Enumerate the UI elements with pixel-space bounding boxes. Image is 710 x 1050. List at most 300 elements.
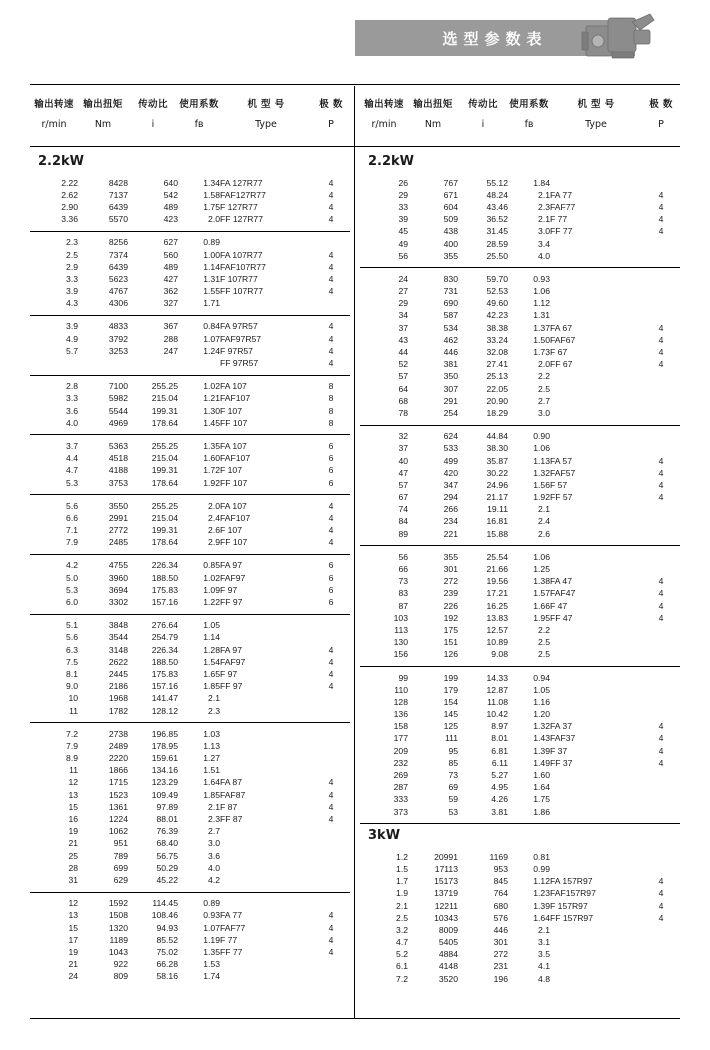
cell-output-speed: 4.4 (66, 453, 78, 464)
cell-output-speed: 373 (393, 806, 408, 817)
cell-service-factor: 2.0 (208, 500, 220, 511)
cell-service-factor: 4.1 (538, 961, 550, 972)
left-data-panel (30, 150, 350, 988)
table-row (360, 189, 680, 201)
cell-service-factor: 1.16 (533, 696, 550, 707)
cell-ratio: 28.59 (486, 238, 508, 249)
cell-model-type: FF 67 (550, 359, 573, 370)
cell-output-torque: 13719 (434, 888, 458, 899)
cell-poles: 4 (658, 733, 664, 744)
cell-poles (642, 310, 680, 322)
cell-ratio: 22.05 (486, 383, 508, 394)
cell-ratio: 3.81 (491, 806, 508, 817)
cell-ratio: 199.31 (151, 465, 178, 476)
cell-ratio: 845 (493, 876, 508, 887)
cell-output-torque (78, 357, 128, 369)
cell-ratio: 6.81 (491, 745, 508, 756)
cell-poles: 8 (328, 381, 334, 392)
cell-service-factor: 1.02 (203, 381, 220, 392)
cell-model-type: F 57 (550, 479, 568, 490)
cell-poles (642, 794, 680, 806)
cell-model-type: F 97 (220, 668, 238, 679)
cell-service-factor: 2.1 (538, 189, 550, 200)
cell-output-speed: 2.9 (66, 261, 78, 272)
cell-ratio: 175.83 (151, 668, 178, 679)
cell-output-torque: 1043 (108, 946, 128, 957)
cell-output-speed: 83 (398, 588, 408, 599)
table-row (360, 407, 680, 419)
cell-output-speed: 209 (393, 745, 408, 756)
table-row (30, 214, 350, 226)
gearbox-icon (578, 10, 658, 66)
cell-service-factor: 0.93 (203, 910, 220, 921)
cell-model-type: FA 97R57 (220, 321, 258, 332)
cell-poles (642, 637, 680, 649)
table-row (360, 563, 680, 575)
cell-output-speed: 7.9 (66, 537, 78, 548)
header-type-unit: Type (585, 119, 607, 130)
cell-output-torque: 699 (113, 862, 128, 873)
cell-output-speed: 4.3 (66, 298, 78, 309)
table-row (360, 395, 680, 407)
cell-poles: 4 (328, 177, 334, 188)
cell-model-type: FF 107R77 (220, 286, 263, 297)
cell-output-speed: 5.2 (396, 949, 408, 960)
cell-output-speed: 128 (393, 696, 408, 707)
cell-service-factor: 1.28 (203, 644, 220, 655)
cell-output-torque: 5623 (108, 273, 128, 284)
table-row (30, 705, 350, 717)
cell-poles (312, 959, 350, 971)
cell-output-torque: 10343 (434, 912, 458, 923)
cell-service-factor: 1.64 (533, 912, 550, 923)
cell-ratio: 141.47 (151, 693, 178, 704)
cell-output-torque: 1361 (108, 801, 128, 812)
cell-service-factor: 3.6 (208, 850, 220, 861)
cell-poles: 4 (658, 876, 664, 887)
cell-output-torque: 3302 (108, 597, 128, 608)
cell-output-torque: 3960 (108, 572, 128, 583)
cell-poles: 4 (658, 600, 664, 611)
table-row (30, 345, 350, 357)
cell-model-type (550, 310, 642, 322)
cell-service-factor: 2.2 (538, 624, 550, 635)
table-row (30, 959, 350, 971)
cell-poles: 4 (328, 201, 334, 212)
cell-poles (642, 806, 680, 818)
table-row (360, 612, 680, 624)
table-row (30, 465, 350, 477)
cell-output-speed: 2.62 (61, 189, 78, 200)
table-row (30, 789, 350, 801)
cell-output-speed: 5.6 (66, 500, 78, 511)
cell-service-factor: 1.39 (533, 900, 550, 911)
cell-poles (312, 826, 350, 838)
cell-service-factor: 2.5 (538, 649, 550, 660)
cell-ratio: 45.22 (156, 874, 178, 885)
cell-model-type: FF 107 (220, 477, 248, 488)
cell-ratio: 12.57 (486, 624, 508, 635)
cell-ratio: 4.95 (491, 782, 508, 793)
cell-model-type (550, 709, 642, 721)
header-service-factor: 使用系数 (179, 99, 219, 110)
cell-output-torque: 15173 (434, 876, 458, 887)
cell-output-speed: 130 (393, 637, 408, 648)
cell-poles: 4 (658, 745, 664, 756)
cell-service-factor: 2.2 (538, 371, 550, 382)
cell-poles: 6 (328, 560, 334, 571)
cell-poles: 6 (328, 584, 334, 595)
header-torque: 输出扭矩 (83, 99, 123, 110)
cell-model-type (220, 740, 312, 752)
cell-service-factor: 1.03 (203, 728, 220, 739)
table-row (360, 672, 680, 684)
table-row (360, 226, 680, 238)
header-service-factor: 使用系数 (509, 99, 549, 110)
cell-poles (642, 863, 680, 875)
cell-model-type (220, 693, 312, 705)
cell-ratio: 20.90 (486, 395, 508, 406)
cell-model-type (220, 765, 312, 777)
cell-poles: 8 (328, 393, 334, 404)
table-row (360, 949, 680, 961)
cell-output-speed: 4.7 (396, 937, 408, 948)
spec-table (30, 440, 350, 489)
cell-service-factor: 2.0 (208, 214, 220, 225)
cell-output-torque: 199 (443, 672, 458, 683)
table-row (360, 359, 680, 371)
cell-ratio: 42.23 (486, 310, 508, 321)
cell-model-type: FA 157R97 (550, 876, 593, 887)
cell-model-type: FAF37 (550, 733, 576, 744)
cell-output-speed: 3.6 (66, 405, 78, 416)
cell-output-torque: 69 (448, 782, 458, 793)
header-type-unit: Type (255, 119, 277, 130)
cell-output-torque: 2991 (108, 512, 128, 523)
cell-output-torque: 1320 (108, 922, 128, 933)
cell-poles: 4 (658, 479, 664, 490)
cell-output-torque: 5982 (108, 393, 128, 404)
cell-service-factor: 1.71 (203, 298, 220, 309)
cell-service-factor: 2.3 (538, 201, 550, 212)
cell-output-torque: 3253 (108, 345, 128, 356)
cell-poles (642, 672, 680, 684)
cell-model-type: FA 127R77 (220, 177, 263, 188)
cell-output-speed: 7.1 (66, 525, 78, 536)
cell-service-factor: 1.13 (533, 455, 550, 466)
cell-output-speed: 13 (68, 789, 78, 800)
cell-service-factor: 0.93 (533, 273, 550, 284)
cell-output-speed: 333 (393, 794, 408, 805)
cell-output-torque: 3848 (108, 620, 128, 631)
cell-model-type: FF 127R77 (220, 214, 263, 225)
cell-service-factor: 1.31 (533, 310, 550, 321)
table-row (30, 826, 350, 838)
cell-output-torque: 12211 (434, 900, 458, 911)
header-ratio: 传动比 (138, 99, 168, 110)
cell-service-factor: 1.35 (203, 440, 220, 451)
spec-table (30, 728, 350, 886)
cell-ratio: 134.16 (151, 765, 178, 776)
cell-poles: 6 (328, 477, 334, 488)
cell-poles: 4 (658, 201, 664, 212)
cell-service-factor: 1.27 (203, 753, 220, 764)
header-service-factor-unit: fʙ (194, 119, 204, 130)
cell-poles (642, 769, 680, 781)
cell-output-speed: 45 (398, 226, 408, 237)
cell-poles: 4 (328, 777, 334, 788)
cell-model-type (220, 728, 312, 740)
cell-model-type (550, 250, 642, 262)
table-row (30, 777, 350, 789)
cell-service-factor: 1.55 (203, 286, 220, 297)
cell-output-speed: 11 (69, 705, 78, 716)
cell-output-speed: 56 (398, 551, 408, 562)
cell-poles: 4 (658, 347, 664, 358)
cell-poles: 4 (658, 322, 664, 333)
cell-output-speed: 103 (393, 612, 408, 623)
header-rpm: 输出转速 (34, 99, 74, 110)
cell-output-speed: 24 (68, 971, 78, 982)
cell-service-factor: 3.0 (538, 407, 550, 418)
cell-model-type: FAF127R77 (220, 189, 266, 200)
cell-model-type (550, 504, 642, 516)
cell-ratio: 255.25 (151, 440, 178, 451)
table-row (30, 934, 350, 946)
cell-output-speed: 3.7 (66, 440, 78, 451)
header-rpm-unit: r/min (371, 119, 397, 130)
footer-rule (30, 1018, 680, 1019)
cell-output-speed: 99 (398, 672, 408, 683)
cell-output-torque: 1189 (109, 934, 128, 945)
table-row (30, 584, 350, 596)
cell-poles (642, 504, 680, 516)
cell-model-type (550, 551, 642, 563)
table-row (360, 516, 680, 528)
cell-model-type: FAF107 (220, 512, 251, 523)
cell-poles: 4 (658, 888, 664, 899)
cell-output-torque: 73 (448, 770, 458, 781)
cell-model-type: FA 67 (550, 322, 572, 333)
table-row (360, 273, 680, 285)
cell-output-torque: 125 (443, 721, 458, 732)
cell-ratio: 108.46 (151, 910, 178, 921)
cell-ratio: 38.38 (486, 322, 508, 333)
table-row (30, 537, 350, 549)
cell-poles (312, 898, 350, 910)
data-block (360, 268, 680, 425)
cell-output-torque: 234 (443, 516, 458, 527)
cell-output-speed: 7.9 (66, 740, 78, 751)
table-row (30, 261, 350, 273)
table-row (360, 794, 680, 806)
cell-ratio: 33.24 (486, 334, 508, 345)
cell-model-type: FA 107 (220, 440, 247, 451)
cell-service-factor: 1.05 (203, 620, 220, 631)
cell-ratio: 327 (163, 298, 178, 309)
cell-ratio: 123.29 (151, 777, 178, 788)
cell-poles (642, 949, 680, 961)
cell-service-factor: 1.86 (533, 806, 550, 817)
table-row (360, 733, 680, 745)
cell-output-torque: 59 (448, 794, 458, 805)
cell-poles (642, 383, 680, 395)
cell-ratio: 231 (493, 961, 508, 972)
cell-model-type: FA 57 (550, 455, 572, 466)
data-block (30, 555, 350, 615)
cell-service-factor: 2.6 (208, 525, 220, 536)
cell-model-type (550, 238, 642, 250)
cell-output-torque: 111 (444, 733, 458, 744)
cell-model-type (550, 696, 642, 708)
cell-service-factor: 0.90 (533, 431, 550, 442)
cell-output-speed: 19 (68, 946, 78, 957)
cell-output-torque: 420 (443, 467, 458, 478)
cell-service-factor: 3.1 (538, 937, 550, 948)
cell-poles: 4 (328, 681, 334, 692)
cell-ratio: 157.16 (151, 597, 178, 608)
cell-poles (642, 563, 680, 575)
cell-poles: 4 (658, 721, 664, 732)
table-row (360, 201, 680, 213)
cell-service-factor: 1.51 (203, 765, 220, 776)
cell-poles: 4 (328, 644, 334, 655)
cell-model-type: FA 107R77 (220, 249, 263, 260)
cell-output-speed: 57 (398, 479, 408, 490)
cell-output-torque: 301 (443, 564, 458, 575)
power-rating-label: 2.2kW (38, 154, 85, 169)
cell-model-type: FF 57 (550, 492, 573, 503)
cell-poles (312, 237, 350, 249)
cell-poles (642, 273, 680, 285)
cell-model-type: FA 77 (220, 910, 242, 921)
cell-output-torque: 4767 (108, 286, 128, 297)
cell-ratio: 301 (493, 937, 508, 948)
cell-output-speed: 26 (398, 177, 408, 188)
cell-ratio: 196 (493, 973, 508, 984)
cell-output-torque: 7100 (108, 381, 128, 392)
cell-service-factor: 1.06 (533, 286, 550, 297)
cell-output-torque: 2220 (108, 753, 128, 764)
cell-output-speed: 12 (68, 777, 78, 788)
cell-output-speed: 21 (68, 959, 78, 970)
cell-output-torque: 221 (443, 528, 458, 539)
cell-ratio: 21.66 (486, 564, 508, 575)
cell-poles (312, 693, 350, 705)
cell-poles: 4 (328, 261, 334, 272)
cell-output-speed: 52 (398, 359, 408, 370)
cell-output-speed: 5.7 (66, 345, 78, 356)
cell-output-speed: 6.1 (396, 961, 408, 972)
cell-poles (642, 782, 680, 794)
cell-output-speed: 5.6 (66, 632, 78, 643)
cell-service-factor: 1.73 (533, 347, 550, 358)
table-row (30, 596, 350, 608)
cell-output-speed: 13 (68, 910, 78, 921)
table-row (360, 624, 680, 636)
cell-ratio: 68.40 (156, 838, 178, 849)
cell-poles (642, 924, 680, 936)
cell-service-factor: 1.85 (203, 789, 220, 800)
cell-model-type: FF 77 (550, 226, 573, 237)
table-row (30, 237, 350, 249)
cell-output-speed: 15 (68, 801, 78, 812)
cell-poles (642, 851, 680, 863)
table-row (30, 765, 350, 777)
table-row (30, 298, 350, 310)
cell-ratio: 215.04 (151, 393, 178, 404)
table-row (30, 753, 350, 765)
cell-model-type: FF 107 (220, 417, 248, 428)
cell-model-type (550, 937, 642, 949)
cell-model-type (550, 924, 642, 936)
cell-model-type (550, 431, 642, 443)
cell-output-speed: 5.3 (66, 584, 78, 595)
cell-output-torque: 5363 (108, 440, 128, 451)
cell-output-torque: 5570 (108, 214, 128, 225)
cell-service-factor: 2.6 (538, 528, 550, 539)
cell-service-factor: 3.0 (538, 226, 550, 237)
cell-ratio: 50.29 (156, 862, 178, 873)
cell-output-torque: 3550 (108, 500, 128, 511)
table-row (30, 801, 350, 813)
cell-ratio: 76.39 (156, 826, 178, 837)
cell-output-torque: 307 (443, 383, 458, 394)
cell-output-speed: 34 (398, 310, 408, 321)
cell-service-factor: 1.74 (203, 971, 220, 982)
cell-service-factor: 1.05 (533, 684, 550, 695)
cell-model-type: FF 97 (220, 681, 243, 692)
table-row (360, 600, 680, 612)
cell-service-factor: 1.92 (533, 492, 550, 503)
cell-model-type: FAF107 (220, 453, 251, 464)
cell-output-torque: 2772 (108, 525, 128, 536)
cell-output-torque: 2445 (108, 668, 128, 679)
cell-output-torque: 8256 (108, 237, 128, 248)
cell-output-speed: 5.1 (66, 620, 78, 631)
cell-service-factor: 1.24 (203, 345, 220, 356)
table-row (360, 238, 680, 250)
table-row (360, 924, 680, 936)
cell-service-factor: 1.31 (203, 273, 220, 284)
data-block (30, 893, 350, 988)
table-row (360, 214, 680, 226)
cell-ratio: 13.83 (486, 612, 508, 623)
cell-output-torque: 266 (443, 504, 458, 515)
data-block (30, 435, 350, 495)
cell-poles: 4 (328, 512, 334, 523)
cell-output-speed: 3.9 (66, 286, 78, 297)
table-row (360, 177, 680, 189)
table-row (360, 431, 680, 443)
cell-poles (312, 850, 350, 862)
cell-model-type (220, 850, 312, 862)
cell-output-torque: 145 (443, 709, 458, 720)
cell-poles (642, 250, 680, 262)
cell-model-type: FAF57 (550, 467, 576, 478)
cell-poles: 4 (658, 492, 664, 503)
cell-poles (312, 874, 350, 886)
cell-model-type (550, 383, 642, 395)
cell-output-torque: 1715 (108, 777, 128, 788)
cell-service-factor: 1.14 (203, 632, 220, 643)
table-row (30, 922, 350, 934)
cell-service-factor: 1.25 (533, 564, 550, 575)
table-row (30, 381, 350, 393)
cell-poles: 6 (328, 453, 334, 464)
cell-service-factor: 1.64 (203, 777, 220, 788)
data-block (360, 546, 680, 667)
